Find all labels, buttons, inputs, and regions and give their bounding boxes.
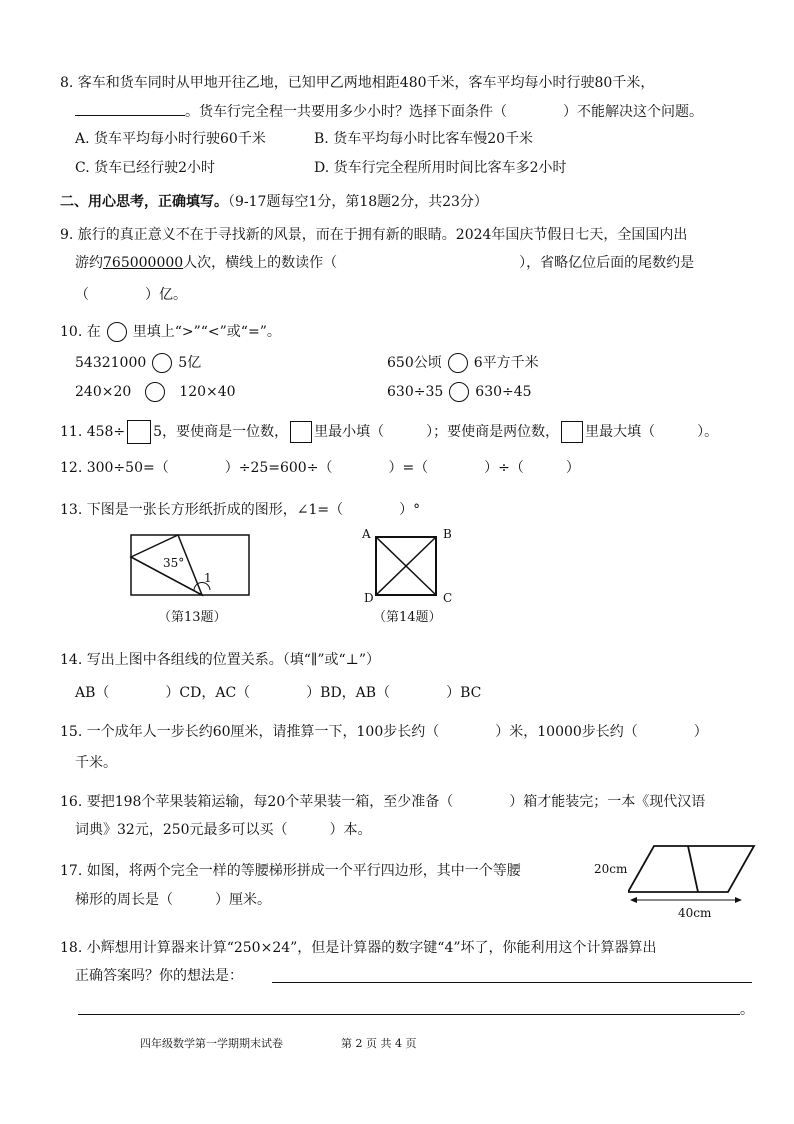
- q18-end-mark: 。: [740, 1002, 754, 1018]
- q18-answer-line-1[interactable]: [272, 982, 752, 983]
- q10-r1-right-a: 650公顷: [387, 355, 442, 371]
- compare-circle[interactable]: [145, 382, 165, 402]
- q16-line1: 16. 要把198个苹果装箱运输，每20个苹果装一箱，至少准备（ ）箱才能装完；一本《现代汉语: [60, 794, 706, 810]
- compare-circle[interactable]: [448, 353, 468, 373]
- compare-circle[interactable]: [449, 382, 469, 402]
- q10-r2-right-b: 630÷45: [475, 384, 532, 400]
- q9-line2-post: 人次，横线上的数读作（ ），省略亿位后面的尾数约是: [183, 255, 695, 271]
- q18-line1: 18. 小辉想用计算器来计算“250×24”，但是计算器的数字键“4”坏了，你能利用这个计算器算出: [60, 940, 657, 956]
- q8-condition-blank[interactable]: [75, 101, 185, 116]
- q8-option-a: A. 货车平均每小时行驶60千米: [75, 131, 266, 147]
- q11-part2: 5，要使商是一位数，: [153, 424, 289, 440]
- q9-underlined-number: 765000000: [103, 255, 184, 271]
- q18-line2: 正确答案吗？你的想法是：: [75, 968, 243, 984]
- q10-r2-left-b: 120×40: [179, 384, 236, 400]
- q14-label-d: D: [364, 591, 374, 605]
- q11-part3: 里最小填（ ）；要使商是两位数，: [314, 424, 560, 440]
- q13-caption: （第13题）: [158, 610, 227, 625]
- q17-line1: 17. 如图，将两个完全一样的等腰梯形拼成一个平行四边形，其中一个等腰: [60, 863, 521, 879]
- compare-circle[interactable]: [152, 353, 172, 373]
- section2-heading: 二、用心思考，正确填写。: [60, 194, 228, 210]
- square-icon: [290, 421, 312, 443]
- q10-r2-left: [75, 382, 236, 402]
- q10-r2-left-a: 240×20: [75, 384, 132, 400]
- q13-angle-mark: 1: [204, 571, 212, 585]
- q14-label-a: A: [362, 527, 371, 541]
- q8-option-d: D. 货车行完全程所用时间比客车多2小时: [314, 160, 567, 176]
- q17-side-label: 20cm: [594, 862, 628, 876]
- q17-figure: [628, 840, 758, 908]
- q9-line1: 9. 旅行的真正意义不在于寻找新的风景，而在于拥有新的眼睛。2024年国庆节假日七天，全国国内出: [60, 227, 688, 243]
- q13-line: 13. 下图是一张长方形纸折成的图形，∠1=（ ）°: [60, 502, 421, 518]
- q9-line2: [75, 253, 694, 273]
- q14-figure: [374, 535, 440, 599]
- q10-r1-left: [75, 353, 201, 373]
- q14-row: AB（ ）CD，AC（ ）BD，AB（ ）BC: [75, 685, 482, 701]
- q11-part4: 里最大填（ ）。: [585, 424, 719, 440]
- q11-part1: 11. 458÷: [60, 424, 126, 440]
- q15-line1: 15. 一个成年人一步长约60厘米，请推算一下，100步长约（ ）米，10000步长约（ ）: [60, 724, 708, 740]
- q12-line: 12. 300÷50=（ ）÷25=600÷（ ）=（ ）÷（ ）: [60, 460, 580, 476]
- q11-line: [60, 420, 718, 444]
- q8-line2-text: 。货车行完全程一共要用多少小时？选择下面条件（ ）不能解决这个问题。: [185, 104, 703, 120]
- q17-bottom-label: 40cm: [678, 906, 712, 920]
- q8-option-c: C. 货车已经行驶2小时: [75, 160, 216, 176]
- q9-line3: （ ）亿。: [75, 287, 187, 303]
- circle-icon: [107, 322, 127, 342]
- q10-r1-left-b: 5亿: [178, 355, 202, 371]
- q10-stem-a: 10. 在: [60, 324, 101, 340]
- q10-r1-right-b: 6平方千米: [473, 355, 539, 371]
- footer-title: 四年级数学第一学期期末试卷: [140, 1037, 283, 1050]
- q8-line1: 8. 客车和货车同时从甲地开往乙地，已知甲乙两地相距480千米，客车平均每小时行驶80千米，: [60, 75, 655, 91]
- q10-r1-right: [387, 353, 539, 373]
- q15-line2: 千米。: [75, 755, 117, 771]
- q18-answer-line-2[interactable]: [78, 1014, 740, 1015]
- q14-label-b: B: [443, 527, 452, 541]
- section2-note: （9-17题每空1分，第18题2分，共23分）: [228, 194, 488, 210]
- square-icon: [561, 421, 583, 443]
- q10-r2-right-a: 630÷35: [387, 384, 444, 400]
- footer-page: 第 2 页 共 4 页: [341, 1037, 417, 1050]
- q10-r1-left-a: 54321000: [75, 355, 147, 371]
- q13-angle-label: 35°: [163, 556, 185, 570]
- q17-line2: 梯形的周长是（ ）厘米。: [75, 892, 271, 908]
- q10-stem: [60, 322, 281, 342]
- q8-option-b: B. 货车平均每小时比客车慢20千米: [314, 131, 534, 147]
- q13-figure: [128, 532, 253, 600]
- q14-label-c: C: [443, 591, 453, 605]
- q14-caption: （第14题）: [373, 610, 442, 625]
- q9-line2-pre: 游约: [75, 255, 103, 271]
- q10-stem-b: 里填上“>”“<”或“=”。: [132, 324, 281, 340]
- q10-r2-right: [387, 382, 532, 402]
- q8-line2: [75, 101, 703, 122]
- q14-line: 14. 写出上图中各组线的位置关系。（填“∥”或“⊥”）: [60, 652, 380, 668]
- digit-box[interactable]: [127, 420, 151, 444]
- q16-line2: 词典》32元，250元最多可以买（ ）本。: [75, 822, 372, 838]
- section2-header: [60, 192, 488, 212]
